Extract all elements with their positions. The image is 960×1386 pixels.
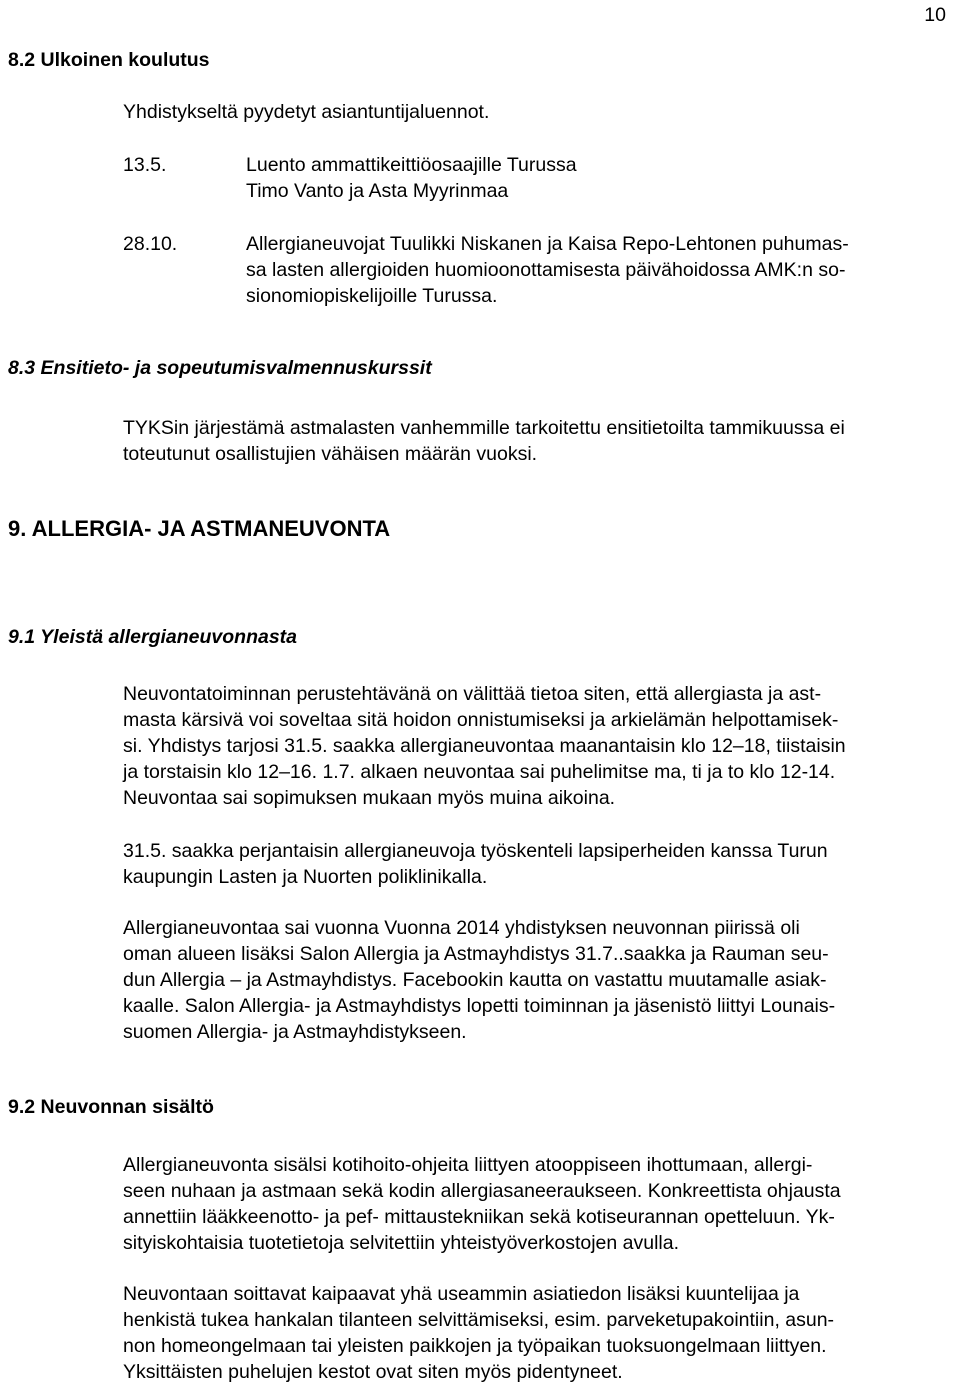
paragraph-line: Neuvontaa sai sopimuksen mukaan myös muina aikoina. <box>123 787 616 809</box>
section-heading-9-1: 9.1 Yleistä allergianeuvonnasta <box>8 626 298 648</box>
paragraph-line: kaupungin Lasten ja Nuorten poliklinikalla. <box>123 866 488 888</box>
paragraph-line: Allergianeuvonta sisälsi kotihoito-ohjeita liittyen atooppiseen ihottumaan, allergi- <box>123 1154 813 1176</box>
paragraph-line: TYKSin järjestämä astmalasten vanhemmille tarkoitettu ensitietoilta tammikuussa ei <box>123 417 845 439</box>
paragraph-line: Yksittäisten puhelujen kestot ovat siten myös pidentyneet. <box>123 1361 623 1383</box>
entry-line: Luento ammattikeittiöosaajille Turussa <box>246 154 577 176</box>
paragraph-line: Allergianeuvontaa sai vuonna Vuonna 2014 yhdistyksen neuvonnan piirissä oli <box>123 917 800 939</box>
paragraph-line: si. Yhdistys tarjosi 31.5. saakka allergianeuvontaa maanantaisin klo 12–18, tiistaisin <box>123 735 846 757</box>
page-number: 10 <box>924 4 946 26</box>
paragraph-line: ja torstaisin klo 12–16. 1.7. alkaen neuvontaa sai puhelimitse ma, ti ja to klo 12-14. <box>123 761 836 783</box>
section-heading-8-3: 8.3 Ensitieto- ja sopeutumisvalmennuskurssit <box>8 357 432 379</box>
paragraph-line: seen nuhaan ja astmaan sekä kodin allergiasaneeraukseen. Konkreettista ohjausta <box>123 1180 841 1202</box>
paragraph-line: henkistä tukea hankalan tilanteen selvittämiseksi, esim. parveketupakointiin, asun- <box>123 1309 835 1331</box>
paragraph-line: dun Allergia – ja Astmayhdistys. Facebookin kautta on vastattu muutamalle asiak- <box>123 969 827 991</box>
paragraph-line: masta kärsivä voi soveltaa sitä hoidon onnistumiseksi ja arkielämän helpottamisek- <box>123 709 839 731</box>
section-heading-8-2: 8.2 Ulkoinen koulutus <box>8 49 210 71</box>
entry-date: 28.10. <box>123 233 178 255</box>
entry-line: sa lasten allergioiden huomioonottamisesta päivähoidossa AMK:n so- <box>246 259 846 281</box>
paragraph-line: non homeongelmaan tai yleisten paikkojen ja työpaikan tuoksuongelmaan liittyen. <box>123 1335 827 1357</box>
entry-line: Allergianeuvojat Tuulikki Niskanen ja Kaisa Repo-Lehtonen puhumas- <box>246 233 849 255</box>
paragraph-line: Neuvontatoiminnan perustehtävänä on välittää tietoa siten, että allergiasta ja ast- <box>123 683 822 705</box>
entry-line: sionomiopiskelijoille Turussa. <box>246 285 498 307</box>
paragraph-line: sityiskohtaisia tuotetietoja selvitettiin yhteistyöverkostojen avulla. <box>123 1232 680 1254</box>
section-intro: Yhdistykseltä pyydetyt asiantuntijaluennot. <box>123 101 490 123</box>
entry-date: 13.5. <box>123 154 167 176</box>
paragraph-line: annettiin lääkkeenotto- ja pef- mittaustekniikan sekä kotiseurannan opetteluun. Yk- <box>123 1206 835 1228</box>
paragraph-line: suomen Allergia- ja Astmayhdistykseen. <box>123 1021 467 1043</box>
entry-line: Timo Vanto ja Asta Myyrinmaa <box>246 180 509 202</box>
chapter-heading-9: 9. ALLERGIA- JA ASTMANEUVONTA <box>8 516 391 541</box>
paragraph-line: kaalle. Salon Allergia- ja Astmayhdistys lopetti toiminnan ja jäsenistö liittyi Lounais- <box>123 995 836 1017</box>
paragraph-line: Neuvontaan soittavat kaipaavat yhä useammin asiatiedon lisäksi kuuntelijaa ja <box>123 1283 800 1305</box>
paragraph-line: toteutunut osallistujien vähäisen määrän vuoksi. <box>123 443 538 465</box>
section-heading-9-2: 9.2 Neuvonnan sisältö <box>8 1096 214 1118</box>
paragraph-line: 31.5. saakka perjantaisin allergianeuvoja työskenteli lapsiperheiden kanssa Turun <box>123 840 828 862</box>
paragraph-line: oman alueen lisäksi Salon Allergia ja Astmayhdistys 31.7..saakka ja Rauman seu- <box>123 943 829 965</box>
